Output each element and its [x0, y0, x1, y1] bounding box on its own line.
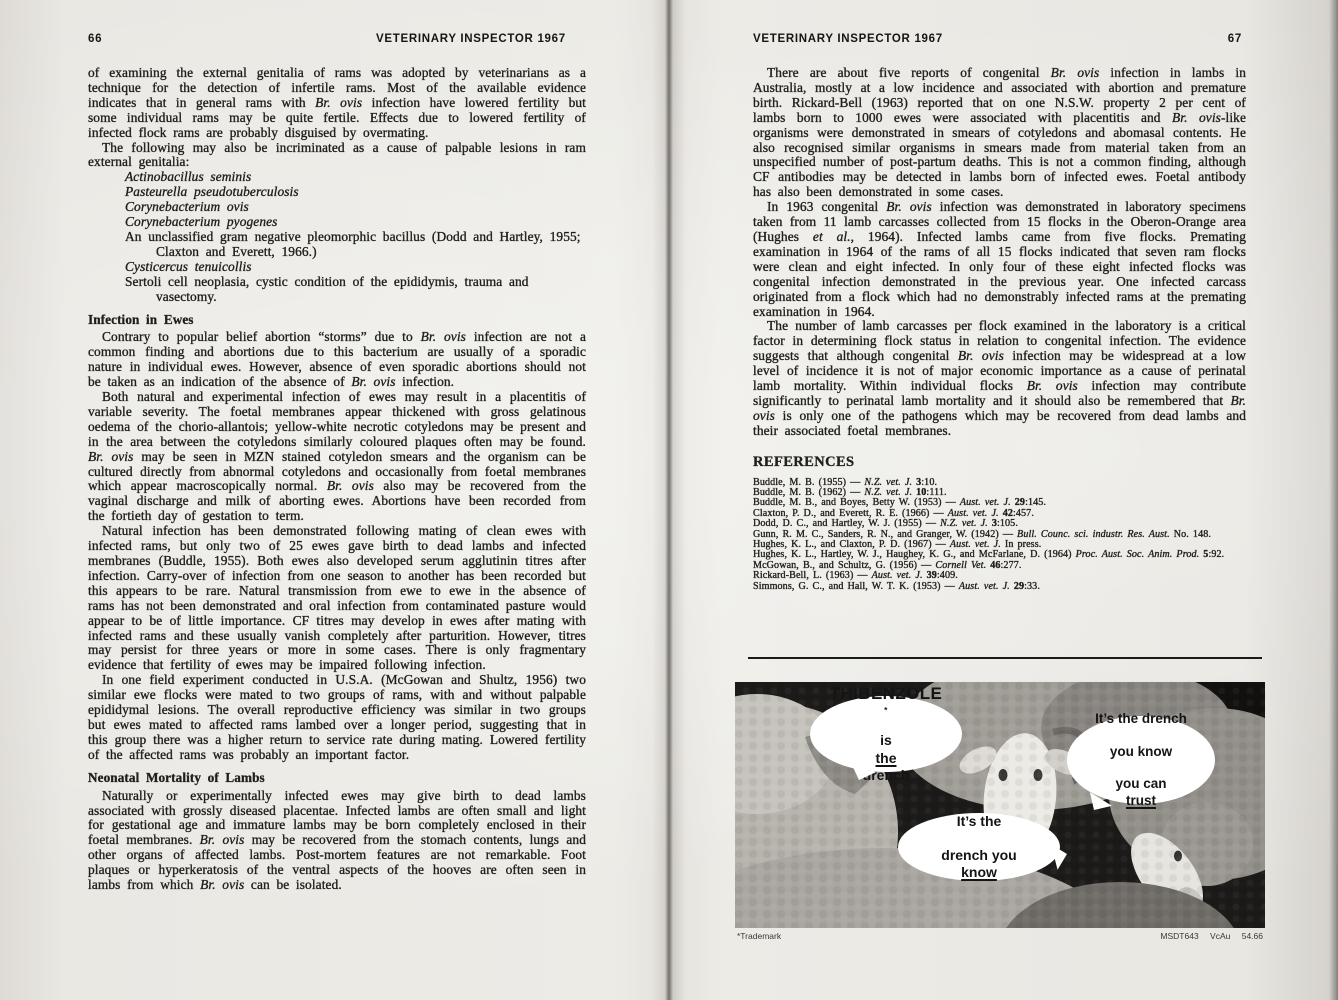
page-number: 67 [1227, 33, 1242, 45]
text-segment: Hughes, K. L., Hartley, W. J., Haughey, K. G., and McFarlane, D. (1964) [753, 549, 1076, 561]
text-segment: :10. [921, 476, 938, 488]
left-page-body [88, 66, 586, 893]
right-page [753, 33, 1246, 592]
list-item [125, 230, 586, 260]
text-segment: N.Z. vet. J. [940, 518, 992, 530]
left-page [88, 33, 586, 893]
list-item [125, 275, 586, 305]
text-segment: may be seen in MZN stained cotyledon smears and the organism can be cultured directly from abnormal cotyledons and occasionally from foetal membranes which appear macroscopically normal. [88, 448, 586, 494]
text-segment: Actinobacillus seminis [125, 169, 252, 185]
list-item [125, 215, 586, 230]
text-segment: REFERENCES [753, 453, 855, 470]
text-segment: Br. ovis [886, 199, 932, 215]
paragraph [88, 66, 586, 141]
text-segment: Br. ovis [753, 392, 1246, 423]
text-segment: 10 [916, 486, 927, 498]
text-segment: infection. [395, 374, 455, 390]
text-segment: Simmons, G. C., and Hall, W. T. K. (1953) — [753, 580, 959, 592]
text-segment: Br. ovis [88, 448, 134, 464]
paragraph [88, 330, 586, 390]
text-segment: Aust. vet. J. [947, 507, 1003, 519]
text-segment: Br. ovis [315, 94, 363, 110]
reference-item [753, 582, 1246, 592]
list-item [125, 260, 586, 275]
running-title: VETERINARY INSPECTOR 1967 [753, 33, 943, 45]
text-segment: 29 [1013, 580, 1025, 592]
text-segment: :105. [996, 518, 1018, 530]
trademark-note: *Trademark [737, 931, 782, 941]
text-segment: Buddle, M. B. (1962) — [753, 486, 865, 498]
text-segment: infection was demonstrated in laboratory specimens taken from 11 lamb carcasses collected from 15 flocks in the Oberon-Orange area (Hughes [753, 199, 1246, 244]
text-segment: infection in lambs in Australia, mostly at a low incidence and associated with abortion and premature birth. Rickard-Bell (1963) reported that on one N.S.W. property 2 per cent of lambs born to 1000 ewes were associated with placentitis and [753, 65, 1246, 125]
section-heading [88, 313, 586, 328]
paragraph [88, 524, 586, 673]
text-segment: know [961, 864, 997, 881]
text-segment: you know [1109, 743, 1173, 759]
paragraph [88, 789, 586, 893]
text-segment: -like organisms were demonstrated in smears of cotyledons and abomasal contents. He also recognised similar organisms in smears made from material taken from an unspecified number of post-partum deaths. This is not a common finding, although CF antibodies may be detected in lambs born of infected ewes. Foetal antibody has also been demonstrated in some cases. [753, 109, 1247, 200]
text-segment: Br. ovis [420, 329, 466, 345]
text-segment: :145. [1025, 497, 1047, 509]
text-segment: may be recovered from the stomach contents, lungs and other organs of affected lambs. Post-mortem features are not remarkable. Foot plaques or hyperkeratosis of the ventral aspects of the hooves are often seen in lambs from which [88, 832, 586, 893]
text-segment: Pasteurella pseudotuberculosis [125, 184, 299, 200]
list-item [125, 185, 586, 200]
text-segment: trust [1126, 792, 1156, 808]
paragraph [753, 319, 1246, 438]
text-segment: :92. [1208, 549, 1225, 561]
text-segment: et al. [812, 228, 851, 244]
text-segment: 3 [991, 518, 997, 530]
text-segment: :409. [936, 570, 958, 582]
page-gutter-shadow [652, 0, 686, 1000]
text-segment: 3 [916, 476, 922, 488]
text-segment: 42 [1002, 507, 1013, 519]
text-segment: It’s the drench [1095, 710, 1187, 726]
text-segment: :457. [1012, 507, 1034, 519]
text-segment: Br. ovis [351, 374, 396, 390]
text-segment: In one field experiment conducted in U.S.A. (McGowan and Shultz, 1956) two similar ewe flocks were mated to two groups of rams, with and without palpable epididymal lesions. The overall reproductive efficiency was similar in two groups but ewes mated to affected rams lambed over a longer period, suggesting that in this group there was a higher return to service rate during mating. Lowered fertility of the affected rams was probably an important factor. [88, 672, 586, 762]
text-segment: Proc. Aust. Soc. Anim. Prod. [1075, 549, 1204, 561]
page-number: 66 [88, 33, 103, 45]
text-segment: Br. ovis [1172, 109, 1221, 125]
text-segment: Corynebacterium ovis [125, 199, 249, 215]
text-segment: Br. ovis [199, 832, 245, 848]
text-segment: Buddle, M. B. (1955) — [753, 476, 865, 488]
text-segment: In press. [1000, 539, 1042, 550]
text-segment: infection are not a common finding and abortions due to this bacterium are usually of a sporadic nature in individual ewes. However, absence of even sporadic abortions should not be taken as an indication of the absence of [88, 329, 587, 390]
text-segment: Aust. vet. J. [871, 570, 927, 582]
text-segment: An unclassified gram negative pleomorphic bacillus (Dodd and Hartley, 1955; Claxton and Everett, 1966.) [125, 228, 581, 259]
text-segment: Br. ovis [957, 348, 1004, 364]
text-segment: Br. ovis [326, 478, 374, 494]
left-page-header [88, 33, 586, 48]
text-segment: Sertoli cell neoplasia, cystic condition of the epididymis, trauma and vasectomy. [125, 273, 529, 304]
text-segment: :111. [926, 486, 947, 498]
text-segment: THIBENZOLE [829, 684, 943, 704]
right-page-header [753, 33, 1246, 48]
text-segment: There are about five reports of congenital [767, 65, 1051, 80]
page-edge-shadow [1329, 0, 1338, 1000]
text-segment: Buddle, M. B., and Boyes, Betty W. (1953) — [753, 497, 960, 509]
text-segment: Aust. vet. J. [958, 580, 1014, 592]
text-segment: The number of lamb carcasses per flock examined in the laboratory is a critical factor in determining flock status in relation to congenital infection. The evidence suggests that although congenital [753, 318, 1246, 364]
section-heading [88, 771, 586, 786]
text-segment: :33. [1024, 580, 1040, 592]
list-item [125, 200, 586, 215]
text-segment: drench [862, 766, 910, 783]
text-segment: can be isolated. [244, 877, 342, 893]
text-segment: It’s the [956, 812, 1002, 829]
text-segment: Br. ovis [1050, 65, 1100, 80]
text-segment: infection have lowered fertility but some individual rams may be quite fertile. Effects due to lowered fertility of infected flock rams are probably disguised by overmating. [88, 94, 586, 140]
text-segment: 29 [1014, 497, 1026, 509]
right-page-body [753, 66, 1246, 592]
text-segment: N.Z. vet. J. [864, 486, 917, 498]
text-segment: The following may also be incriminated as a cause of palpable lesions in ram external genitalia: [88, 139, 586, 170]
text-segment: No. 148. [1169, 528, 1211, 540]
advert-footer [737, 931, 1263, 941]
advert-divider-rule [748, 657, 1262, 659]
text-segment: 5 [1203, 549, 1209, 561]
text-segment: N.Z. vet. J. [864, 476, 917, 488]
paragraph [88, 141, 586, 171]
text-segment: Aust. vet. J. [959, 497, 1015, 509]
text-segment: infection may be widespread at a low level of incidence it is not of major economic importance as a cause of perinatal lamb mortality. Within individual flocks [753, 348, 1247, 394]
text-segment: Claxton, P. D., and Everett, R. E. (1966) — [753, 507, 948, 519]
text-segment: the [875, 749, 897, 766]
paragraph [753, 200, 1246, 319]
speech-bubble-know [898, 813, 1060, 881]
paragraph [88, 673, 586, 762]
list-item [125, 170, 586, 185]
text-segment: Neonatal Mortality of Lambs [88, 769, 265, 785]
text-segment: McGowan, B., and Schultz, G. (1956) — [753, 559, 936, 571]
text-segment: Dodd, D. C., and Hartley, W. J. (1955) — [753, 518, 941, 530]
text-segment: 46 [990, 559, 1001, 571]
text-segment: infection may contribute significantly to perinatal lamb mortality and it should also be remembered that [753, 378, 1246, 408]
text-segment: Contrary to popular belief abortion “storms” due to [102, 329, 421, 345]
sheep-advert-photo [735, 682, 1265, 928]
section-heading [753, 455, 1246, 470]
text-segment: Naturally or experimentally infected ewes may give birth to dead lambs associated with grossly diseased placentae. Infected lambs are often small and light for gestational age and immature lambs may be born completely enclosed in their foetal membranes. [88, 787, 586, 848]
text-segment: is only one of the pathogens which may be recovered from dead lambs and their associated foetal membranes. [753, 407, 1246, 438]
running-title: VETERINARY INSPECTOR 1967 [376, 33, 566, 45]
text-segment: Natural infection has been demonstrated following mating of clean ewes with infected rams, but only two of 25 ewes gave birth to dead lambs and infected membranes (Buddle, 1955). Both ewes also developed serum agglutinin titres after infection. Carry-over of infection from one season to another has been recorded but this appears to be rare. Natural transmission from ewe to ewe in the absence of rams has not been demonstrated and oral infection from contaminated pasture would appear to be of little importance. CF titres may develop in ewes after mating with infected rams and these usually vanish completely after parturition. However, titres may persist for three years or more in some cases. There is only fragmentary evidence that fertility of ewes may be impaired following infection. [88, 523, 586, 673]
text-segment: Br. ovis [200, 877, 245, 893]
text-segment: Bull. Counc. sci. industr. Res. Aust. [1017, 528, 1170, 540]
print-code: MSDT643 VcAu 54.66 [1160, 931, 1263, 941]
text-segment: Cornell Vet. [935, 559, 991, 571]
text-segment: Corynebacterium pyogenes [125, 214, 278, 230]
text-segment: also may be recovered from the vaginal discharge and milk of aborting ewes. Abortions have been recorded from the fortieth day of gestation to term. [88, 478, 586, 524]
text-segment: Both natural and experimental infection of ewes may result in a placentitis of variable severity. The foetal membranes appear thickened with gross gelatinous oedema of the chorio-allantois; yellow-white necrotic cotyledons may be present and in the area between the cotyledons similarly coloured plaques often may be found. [88, 389, 586, 449]
paragraph [88, 390, 586, 524]
text-segment: Aust. vet. J. [949, 539, 1001, 550]
text-segment: Cysticercus tenuicollis [125, 258, 252, 274]
text-segment: , 1964). Infected lambs came from five flocks. Premating examination in 1964 of the rams of all 15 flocks indicated that seven ram flocks were clean and eight infected. In only four of these eight infected flocks was congenital infection demonstrated in the previous year. One infected carcass originated from a flock which had no demonstrably infected rams at the premating examination in 1964. [753, 228, 1247, 319]
paragraph [753, 66, 1246, 200]
text-segment: you can [1115, 776, 1167, 792]
text-segment: Gunn, R. M. C., Sanders, R. N., and Granger, W. (1942) — [753, 528, 1018, 540]
text-segment: Rickard-Bell, L. (1963) — [753, 570, 872, 582]
text-segment: drench you [941, 847, 1017, 863]
text-segment: 39 [926, 570, 937, 582]
text-segment: * [884, 705, 888, 716]
text-segment: Infection in Ewes [88, 311, 194, 327]
text-segment: In 1963 congenital [767, 199, 887, 215]
text-segment: Hughes, K. L., and Claxton, P. D. (1967) — [753, 539, 950, 550]
text-segment: of examining the external genitalia of rams was adopted by veterinarians as a technique for the detection of infertile rams. Most of the available evidence indicates that in general rams with [88, 65, 586, 110]
speech-bubble-trust [1067, 710, 1215, 808]
text-segment: is [880, 732, 892, 749]
text-segment: :277. [1000, 559, 1022, 571]
text-segment: Br. ovis [1026, 378, 1078, 394]
speech-bubble-thibenzole [810, 684, 962, 783]
